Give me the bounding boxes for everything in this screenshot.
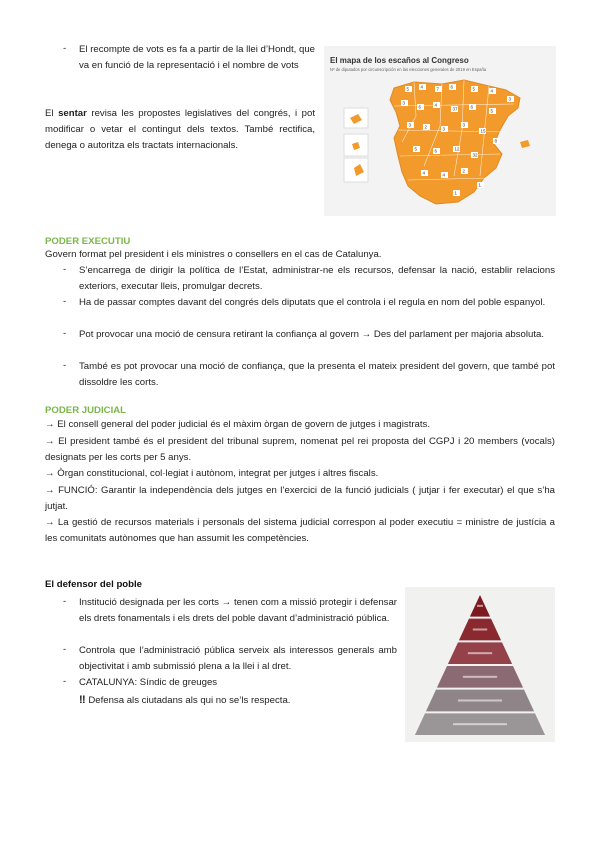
heading-poder-executiu: PODER EXECUTIU — [45, 236, 131, 247]
bullet-dash: - — [63, 264, 67, 275]
seat-count-label: 3 — [508, 96, 512, 102]
seat-count-label: 4 — [490, 88, 494, 94]
spain-map-image — [324, 46, 556, 216]
bullet-dash: - — [63, 676, 67, 687]
map-subtitle: Nº de diputados por circunscripción en las elecciones generales de 2019 en España — [330, 67, 487, 72]
seat-count-label: 4 — [434, 102, 438, 108]
executiu-bullet: S’encarrega de dirigir la política de l’Estat, administrar-ne els recursos, defensar la nació, establir relacions exteriors, executar lleis, promulgar decrets. — [79, 265, 555, 292]
seat-count-label: 4 — [422, 170, 426, 176]
defensor-note — [79, 692, 397, 709]
seat-count-label: 6 — [418, 104, 422, 110]
seat-count-label: 37 — [452, 106, 458, 112]
defensor-bullet: Controla que l’administració pública serveix als interessos generals amb objectivitat i amb submissió plena a la llei i al dret. — [79, 645, 397, 672]
pyramid-graphic — [405, 587, 555, 742]
balearic-islands — [520, 140, 530, 148]
executiu-bullet: Pot provocar una moció de censura retirant la confiança al govern → Des del parlament per majoria absoluta. — [79, 329, 545, 340]
judicial-line: → El consell general del poder judicial és el màxim òrgan de govern de jutges i magistrats. — [45, 419, 431, 430]
pyramid-layer-caption — [458, 700, 502, 702]
judicial-line: → El president també és el president del tribunal suprem, nomenat pel rei proposta del CGPJ i 20 members (vocals) designats per les corts per 5 anys. — [45, 436, 555, 463]
pyramid-layer-caption — [477, 605, 483, 607]
pyramid-layer-caption — [463, 676, 497, 678]
seat-count-label: 12 — [454, 146, 460, 152]
heading-defensor: El defensor del poble — [45, 579, 143, 590]
bullet-dash: - — [63, 43, 67, 54]
map-title: El mapa de los escaños al Congreso — [330, 56, 469, 65]
seat-count-label: 1 — [454, 190, 458, 196]
seat-count-label: 5 — [406, 86, 410, 92]
pyramid-image — [405, 587, 555, 742]
seat-count-label: 3 — [408, 122, 412, 128]
executiu-intro: Govern format pel president i els ministres o consellers en el cas de Catalunya. — [45, 249, 382, 260]
seat-count-label: 1 — [478, 182, 482, 188]
executiu-bullet: Ha de passar comptes davant del congrés dels diputats que el controla i el regula en nom del poble espanyol. — [79, 297, 546, 308]
seat-count-label: 2 — [462, 168, 466, 174]
bullet-dash: - — [63, 360, 67, 371]
pyramid-layer-caption — [473, 629, 487, 631]
sentat-paragraph — [45, 106, 315, 154]
executiu-bullet: També es pot provocar una moció de confiança, que la presenta el mateix president del govern, que també pot dissoldre les corts. — [79, 361, 555, 388]
spain-mainland — [390, 80, 520, 204]
seat-count-label: 7 — [436, 86, 440, 92]
seat-count-label: 6 — [434, 148, 438, 154]
seat-count-label: 6 — [470, 104, 474, 110]
seat-count-label: 32 — [472, 152, 478, 158]
seat-count-label: 5 — [490, 108, 494, 114]
judicial-line: → Òrgan constitucional, col·legiat i autònom, integrat per jutges i altres fiscals. — [45, 468, 379, 479]
sentat-bold: sentar — [58, 108, 87, 119]
seat-count-label: 4 — [442, 172, 446, 178]
seat-count-label: 3 — [402, 100, 406, 106]
seat-count-label: 3 — [442, 126, 446, 132]
seat-count-label: 5 — [414, 146, 418, 152]
seat-count-label: 15 — [480, 128, 486, 134]
defensor-bullet: CATALUNYA: Síndic de greuges — [79, 677, 218, 688]
seat-count-label: 6 — [450, 84, 454, 90]
heading-poder-judicial: PODER JUDICIAL — [45, 405, 127, 416]
pyramid-layer-caption — [468, 652, 492, 654]
pyramid-layer-caption — [453, 723, 507, 725]
bullet-dash: - — [63, 596, 67, 607]
judicial-line: → La gestió de recursos materials i personals del sistema judicial correspon al poder executiu = ministre de justícia a les comunitats autònomes que han assumit les competències. — [45, 517, 555, 544]
congress-seat-map — [324, 46, 556, 216]
seat-count-label: 2 — [424, 124, 428, 130]
seat-count-label: 5 — [472, 86, 476, 92]
bullet-dash: - — [63, 296, 67, 307]
bullet-dash: - — [63, 644, 67, 655]
sentat-after: revisa les propostes legislatives del congrés, i pot modificar o vetar el contingut dels textos. També rectifica, denega o autoritza els tractats internacionals. — [45, 108, 315, 151]
top-bullet-text: El recompte de vots es fa a partir de la llei d’Hondt, que va en funció de la representació i el nombre de vots — [79, 44, 315, 71]
judicial-line: → FUNCIÓ: Garantir la independència dels jutges en l’exercici de la funció judicials ( jutjar i fer executar) el que s’ha jutjat. — [45, 485, 555, 512]
seat-count-label: 3 — [462, 122, 466, 128]
sentat-before: El — [45, 108, 59, 119]
seat-count-label: 4 — [420, 84, 424, 90]
defensor-note-text: Defensa als ciutadans als qui no se’ls respecta. — [88, 695, 291, 706]
defensor-bullet: Institució designada per les corts → tenen com a missió protegir i defensar els drets fonamentals i els drets del poble davant d’administració pública. — [79, 597, 397, 624]
seat-count-label: 8 — [494, 138, 498, 144]
bullet-dash: - — [63, 328, 67, 339]
double-exclamation-icon: ‼ — [79, 694, 86, 706]
